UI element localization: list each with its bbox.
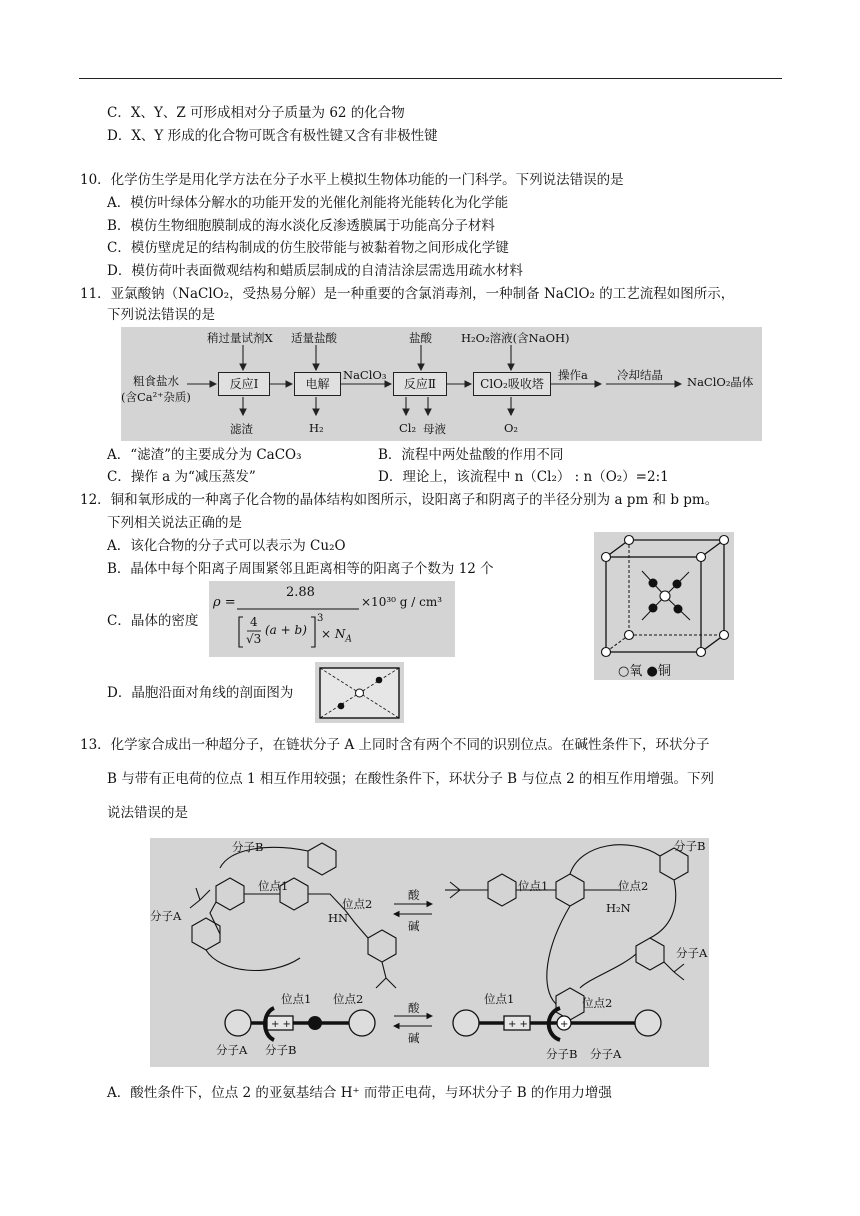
q11-option-a: A．“滤渣”的主要成分为 CaCO₃ bbox=[107, 447, 302, 463]
o2-label: O₂ bbox=[504, 421, 519, 435]
q11-option-c: C．操作 a 为“减压蒸发” bbox=[107, 469, 256, 485]
hcl-label-1: 适量盐酸 bbox=[291, 331, 337, 345]
q12-option-d: D．晶胞沿面对角线的剖面图为 bbox=[107, 685, 294, 701]
q12-stem-line1: 12．铜和氧形成的一种离子化合物的晶体结构如图所示，设阳离子和阴离子的半径分别为 a pm 和 b pm。 bbox=[80, 492, 719, 508]
q13-option-a: A．酸性条件下，位点 2 的亚氨基结合 H⁺ 而带正电荷，与环状分子 B 的作用力增强 bbox=[107, 1085, 612, 1101]
rho-symbol: ρ = bbox=[213, 595, 236, 610]
reagent-x-label: 稍过量试剂X bbox=[207, 331, 273, 345]
formula-sqrt3: √3 bbox=[246, 632, 262, 646]
q13-stem-line2: B 与带有正电荷的位点 1 相互作用较强；在酸性条件下，环状分子 B 与位点 2 的相互作用增强。下列 bbox=[107, 771, 715, 787]
q13-stem-line3: 说法错误的是 bbox=[107, 805, 188, 821]
raw-brine-label: 粗食盐水 bbox=[133, 374, 179, 388]
operation-a-label: 操作a bbox=[558, 368, 588, 382]
fig-right-molecule-b: 分子B bbox=[674, 839, 706, 853]
formula-ab: (a + b) bbox=[265, 623, 307, 637]
fig-acid-bottom: 酸 bbox=[408, 1001, 420, 1015]
cl2-label: Cl₂ bbox=[399, 421, 417, 435]
fig-right-site1: 位点1 bbox=[518, 879, 549, 893]
fig-left-molecule-a: 分子A bbox=[150, 909, 182, 923]
h2o2-label: H₂O₂溶液(含NaOH) bbox=[461, 331, 570, 345]
formula-cube: 3 bbox=[317, 613, 324, 624]
fig-right-h2n: H₂N bbox=[606, 901, 631, 915]
svg-text:+ +: + + bbox=[508, 1019, 528, 1030]
unit-cell-drawing bbox=[594, 532, 734, 680]
fig-base-top: 碱 bbox=[408, 919, 420, 933]
product-label: NaClO₂晶体 bbox=[687, 375, 754, 389]
mother-liquor-label: 母液 bbox=[423, 422, 446, 436]
h2-label: H₂ bbox=[309, 421, 324, 435]
residue-label: 滤渣 bbox=[230, 422, 253, 436]
supramolecule-figure bbox=[150, 838, 709, 1067]
electrolysis-box: 电解 bbox=[294, 372, 341, 396]
q10-option-a: A．模仿叶绿体分解水的功能开发的光催化剂能将光能转化为化学能 bbox=[107, 195, 509, 211]
density-formula bbox=[209, 581, 455, 657]
formula-numerator: 2.88 bbox=[286, 585, 315, 600]
schema-left-site1: 位点1 bbox=[281, 992, 312, 1006]
q9-option-c: C．X、Y、Z 可形成相对分子质量为 62 的化合物 bbox=[107, 105, 405, 121]
formula-avogadro: × $N_A$ bbox=[321, 627, 352, 645]
cross-section-figure bbox=[315, 662, 404, 723]
schema-right-molecule-b: 分子B bbox=[546, 1047, 578, 1061]
q12-option-a: A．该化合物的分子式可以表示为 Cu₂O bbox=[107, 538, 346, 554]
raw-brine-impurity: (含Ca²⁺杂质) bbox=[121, 390, 191, 404]
q10-option-b: B．模仿生物细胞膜制成的海水淡化反渗透膜属于功能高分子材料 bbox=[107, 218, 495, 234]
header-rule bbox=[79, 78, 782, 79]
svg-text:+ +: + + bbox=[271, 1019, 291, 1030]
schema-left-molecule-a: 分子A bbox=[216, 1043, 248, 1057]
fig-right-site2: 位点2 bbox=[618, 879, 649, 893]
crystal-cell-figure bbox=[594, 532, 734, 680]
reaction-2-box: 反应Ⅱ bbox=[393, 372, 447, 396]
q11-option-d: D．理论上，该流程中 n（Cl₂） : n（O₂）=2:1 bbox=[378, 469, 669, 485]
q12-option-c: C．晶体的密度 bbox=[107, 613, 199, 629]
fig-base-bottom: 碱 bbox=[408, 1031, 420, 1045]
schema-right-site1: 位点1 bbox=[484, 992, 515, 1006]
fig-right-molecule-a: 分子A bbox=[676, 946, 708, 960]
fig-left-site1: 位点1 bbox=[258, 879, 289, 893]
schema-right-molecule-a: 分子A bbox=[590, 1047, 622, 1061]
q10-option-c: C．模仿壁虎足的结构制成的仿生胶带能与被黏着物之间形成化学键 bbox=[107, 240, 509, 256]
reaction-1-box: 反应Ⅰ bbox=[218, 372, 270, 396]
schema-left-molecule-b: 分子B bbox=[265, 1043, 297, 1057]
q12-stem-line2: 下列相关说法正确的是 bbox=[107, 515, 242, 531]
q11-option-b: B．流程中两处盐酸的作用不同 bbox=[378, 447, 564, 463]
fig-left-nh: HN bbox=[328, 911, 349, 925]
formula-four: 4 bbox=[250, 615, 258, 629]
cooling-crystallization-label: 冷却结晶 bbox=[617, 368, 663, 382]
naclo3-label: NaClO₃ bbox=[343, 368, 387, 382]
crystal-legend: ○氧 ●铜 bbox=[618, 664, 671, 679]
schema-right-site2: 位点2 bbox=[582, 996, 613, 1010]
fig-left-site2: 位点2 bbox=[342, 897, 373, 911]
q11-stem-line2: 下列说法错误的是 bbox=[107, 307, 215, 323]
svg-text:+: + bbox=[560, 1019, 569, 1030]
q10-stem: 10．化学仿生学是用化学方法在分子水平上模拟生物体功能的一门科学。下列说法错误的是 bbox=[80, 172, 624, 188]
cross-section-drawing bbox=[315, 662, 404, 723]
fig-left-molecule-b: 分子B bbox=[232, 840, 264, 854]
schema-left-site2: 位点2 bbox=[333, 992, 364, 1006]
formula-factor: ×10³⁰ g / cm³ bbox=[361, 595, 443, 609]
q10-option-d: D．模仿荷叶表面微观结构和蜡质层制成的自清洁涂层需选用疏水材料 bbox=[107, 263, 523, 279]
hcl-label-2: 盐酸 bbox=[409, 331, 432, 345]
clo2-absorber-box: ClO₂吸收塔 bbox=[473, 372, 551, 396]
supramolecule-drawing bbox=[150, 838, 709, 1067]
q12-option-b: B．晶体中每个阳离子周围紧邻且距离相等的阳离子个数为 12 个 bbox=[107, 561, 494, 577]
q13-stem-line1: 13．化学家合成出一种超分子，在链状分子 A 上同时含有两个不同的识别位点。在碱性条件下，环状分子 bbox=[80, 737, 710, 753]
fig-acid-top: 酸 bbox=[408, 888, 420, 902]
q11-flowchart bbox=[121, 327, 762, 441]
q9-option-d: D．X、Y 形成的化合物可既含有极性键又含有非极性键 bbox=[107, 128, 438, 144]
q11-stem-line1: 11．亚氯酸钠（NaClO₂，受热易分解）是一种重要的含氯消毒剂，一种制备 NaClO₂ 的工艺流程如图所示， bbox=[80, 286, 735, 302]
